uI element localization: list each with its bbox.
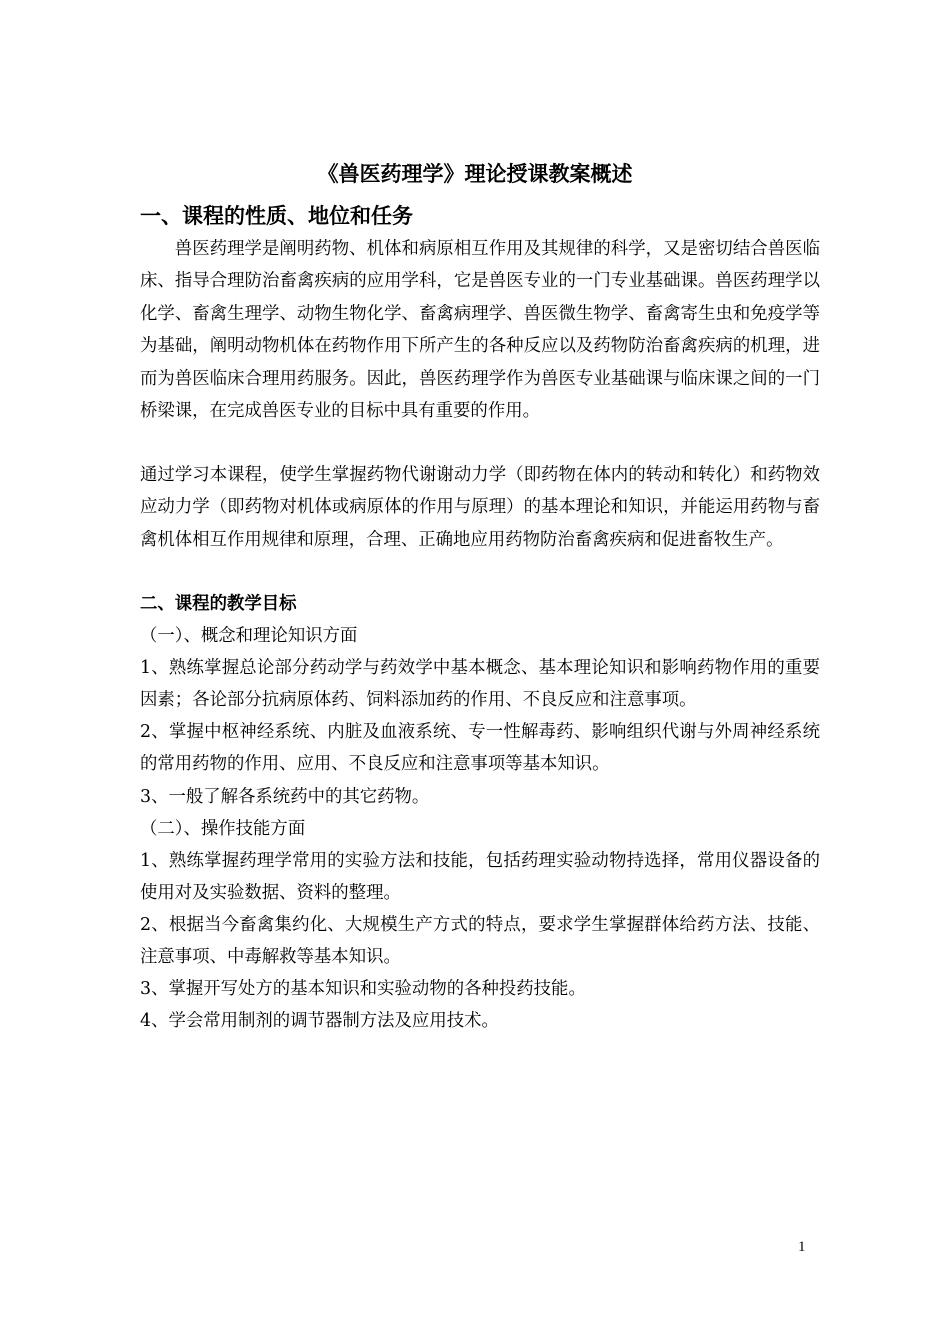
page-number: 1 [798,1239,806,1255]
subsection-2-item-3: 3、掌握开写处方的基本知识和实验动物的各种投药技能。 [140,979,586,999]
subsection-1-item-3: 3、一般了解各系统药中的其它药物。 [140,787,430,807]
subsection-1-heading: （一）、概念和理论知识方面 [140,626,358,646]
document-title: 《兽医药理学》理论授课教案概述 [317,162,633,186]
section-2-heading: 二、课程的教学目标 [140,594,297,614]
section-1-heading: 一、课程的性质、地位和任务 [140,204,413,228]
subsection-1-item-1: 1、熟练掌握总论部分药动学与药效学中基本概念、基本理论知识和影响药物作用的重要因素；各论部分抗病原体药、饲料添加药的作用、不良反应和注意事项。 [140,658,820,711]
subsection-2-heading: （二）、操作技能方面 [140,819,306,839]
section-1-paragraph-2: 通过学习本课程，使学生掌握药物代谢谢动力学（即药物在体内的转动和转化）和药物效应动力学（即药物对机体或病原体的作用与原理）的基本理论和知识，并能运用药物与畜禽机体相互作用规律和原理，合理、正确地应用药物防治畜禽疾病和促进畜牧生产。 [140,465,820,550]
subsection-1-item-2: 2、掌握中枢神经系统、内脏及血液系统、专一性解毒药、影响组织代谢与外周神经系统的常用药物的作用、应用、不良反应和注意事项等基本知识。 [140,722,820,775]
subsection-2-item-4: 4、学会常用制剂的调节器制方法及应用技术。 [140,1011,499,1031]
subsection-2-item-2: 2、根据当今畜禽集约化、大规模生产方式的特点，要求学生掌握群体给药方法、技能、注意事项、中毒解救等基本知识。 [140,915,820,968]
section-1-paragraph-1: 兽医药理学是阐明药物、机体和病原相互作用及其规律的科学，又是密切结合兽医临床、指导合理防治畜禽疾病的应用学科，它是兽医专业的一门专业基础课。兽医药理学以化学、畜禽生理学、动物生物化学、畜禽病理学、兽医微生物学、畜禽寄生虫和免疫学等为基础，阐明动物机体在药物作用下所产生的各种反应以及药物防治畜禽疾病的机理，进而为兽医临床合理用药服务。因此，兽医药理学作为兽医专业基础课与临床课之间的一门桥梁课，在完成兽医专业的目标中具有重要的作用。 [140,239,820,422]
subsection-2-item-1: 1、熟练掌握药理学常用的实验方法和技能，包括药理实验动物持选择，常用仪器设备的使用对及实验数据、资料的整理。 [140,851,820,904]
